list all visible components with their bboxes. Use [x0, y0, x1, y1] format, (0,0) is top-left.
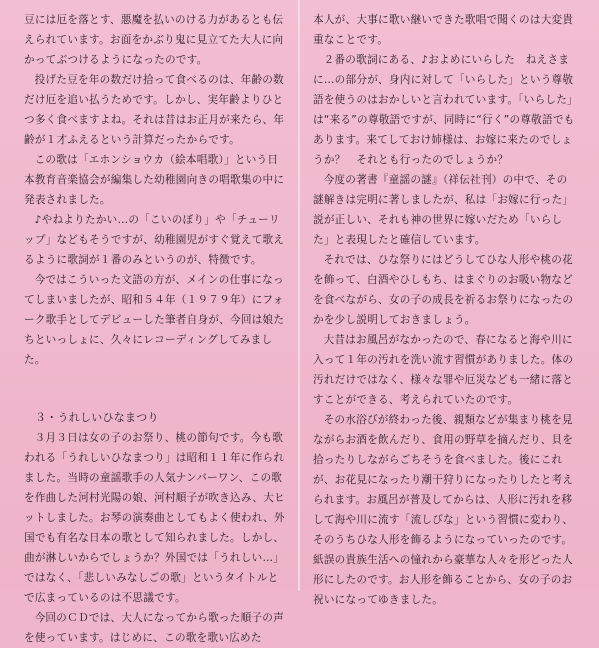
paragraph: 投げた豆を年の数だけ拾って食べるのは、年齢の数だけ厄を追い払うためです。しかし、実年齢よりひとつ多く食べますよね。それは昔はお正月が来たら、年齢が１才ふえるという計算だったからです。 — [24, 74, 285, 146]
paragraph: ２番の歌詞にある、♪およめにいらした ねえさまに…の部分が、身内に対して「いらした」という尊敬語を使うのはおかしいと言われています。「いらした」は“来る”の尊敬語ですが、同時に“行く”の尊敬語でもあります。来てしておけ姉様は、お嫁に来たのでしょうか？ それとも行ったのでしょうか？ — [313, 54, 575, 166]
paragraph: ♪やねよりたかい…の「こいのぼり」や「チューリップ」などもそうですが、幼稚園児がすぐ覚えて歌えるように歌詞が１番のみというのが、特徴です。 — [24, 214, 285, 266]
paragraph: 豆には厄を落とす、悪魔を払いのける力があるとも伝えられています。お面をかぶり鬼に見立てた大人に向かってぶつけるようになったのです。 — [24, 14, 284, 66]
section-heading: ３・うれしいひなまつり — [35, 411, 159, 424]
paragraph: 大昔はお風呂がなかったので、春になると海や川に入って１年の汚れを洗い流す習慣がありました。体の汚れだけではなく、様々な罪や厄災なども一緒に落とすことができる、考えられていたのです。 — [313, 334, 574, 406]
right-column — [313, 10, 575, 610]
section-spacer — [24, 370, 286, 408]
paragraph: 本人が、大事に歌い継いできた歌唱で聞くのは大変貴重なことです。 — [313, 14, 574, 46]
column-divider — [298, 0, 300, 591]
paragraph: それでは、ひな祭りにはどうしてひな人形や桃の花を飾って、白酒やひしもち、はまぐりのお吸い物などを食べながら、女の子の成長を祈るお祭りになったのかを少し説明しておきましょう。 — [313, 254, 574, 326]
paragraph: ３月３日は女の子のお祭り、桃の節句です。今も歌われる「うれしいひなまつり」は昭和１１年に作られました。当時の童謡歌手の人気ナンバーワン、この歌を作曲した河村光陽の娘、河村順子が吹き込み、大ヒットしました。お琴の演奏曲としてもよく使われ、外国でも有名な日本の歌として知られました。しかし、曲が淋しいからでしょうか？外国では「うれしい…」ではなく、「悲しいみなしごの歌」というタイトルとで広まっているのは不思議です。 — [24, 432, 285, 604]
paragraph: 今回のＣＤでは、大人になってから歌った順子の声を使っています。はじめに、この歌を歌い広めた — [24, 612, 284, 644]
paragraph: 今ではこういった文語の方が、メインの仕事になってしまいましたが、昭和５４年（１９７９年）にフォーク歌手としてデビューした筆者自身が、今回は娘たちといっしょに、久々にレコーディングしてみました。 — [24, 274, 285, 366]
paragraph: その水浴びが終わった後、親類などが集まり桃を見ながらお酒を飲んだり、食用の野草を摘んだり、貝を拾ったりしながらごちそうを食べました。後にこれが、お花見になったり潮干狩りになったりしたと考えられます。お風呂が普及してからは、人形に汚れを移して海や川に流す「流しびな」という習慣に変わり、そのうちひな人形を飾るようになっていったのです。紙誤の貴族生活への憧れから豪華な人々を形どった人形にしたのです。お人形を飾ることから、女の子のお祝いになってゆきました。 — [313, 414, 574, 606]
left-column — [24, 10, 286, 648]
paragraph: この歌は「エホンショウカ（絵本唱歌）」という日本教育音楽協会が編集した幼稚園向きの唱歌集の中に発表されました。 — [24, 154, 285, 206]
paragraph: 今度の著書『童謡の謎』（祥伝社刊）の中で、その謎解きは完明に著しましたが、私は「お嫁に行った」説が正しい、それも神の世界に嫁いだため「いらした」と表現したと確信しています。 — [313, 174, 574, 246]
